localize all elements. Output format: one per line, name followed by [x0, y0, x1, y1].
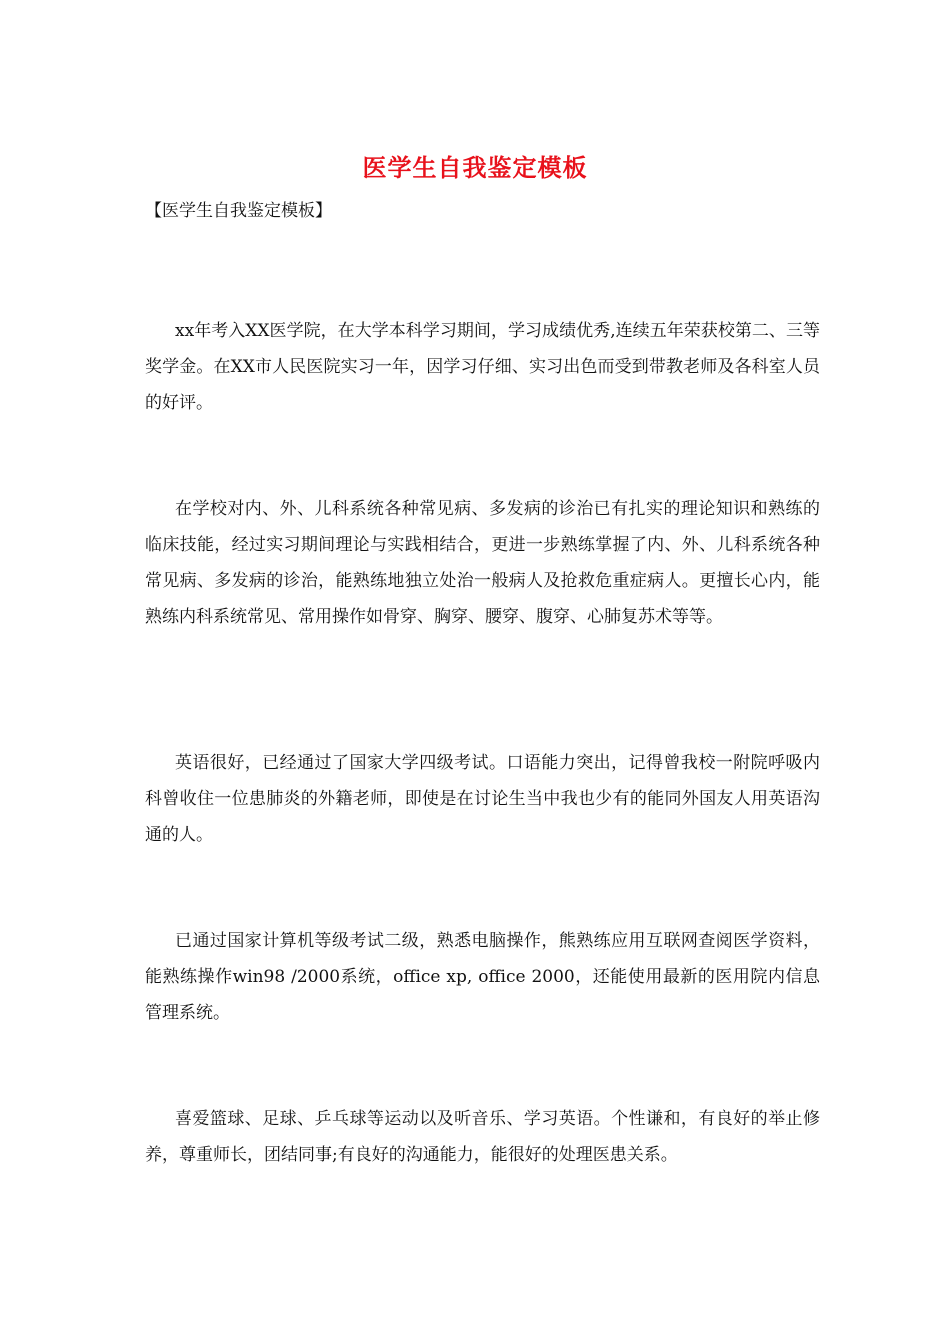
paragraph-english: 英语很好，已经通过了国家大学四级考试。口语能力突出，记得曾我校一附院呼吸内科曾收住一位患肺炎的外籍老师，即使是在讨论生当中我也少有的能同外国友人用英语沟通的人。 — [145, 753, 820, 845]
paragraph-hobbies: 喜爱篮球、足球、乒乓球等运动以及听音乐、学习英语。个性谦和，有良好的举止修养，尊重师长，团结同事;有良好的沟通能力，能很好的处理医患关系。 — [145, 1109, 820, 1165]
document-title: 医学生自我鉴定模板 — [362, 153, 588, 182]
paragraph-computer: 已通过国家计算机等级考试二级，熟悉电脑操作，熊熟练应用互联网查阅医学资料，能熟练操作win98 /2000系统，office xp, office 2000，还能使用最新的医用院内信息管理系统。 — [145, 931, 820, 1023]
document-subtitle: 【医学生自我鉴定模板】 — [145, 201, 332, 221]
paragraph-clinical-skills: 在学校对内、外、儿科系统各种常见病、多发病的诊治已有扎实的理论知识和熟练的临床技能，经过实习期间理论与实践相结合，更进一步熟练掌握了内、外、儿科系统各种常见病、多发病的诊治，能熟练地独立处治一般病人及抢救危重症病人。更擅长心内，能熟练内科系统常见、常用操作如骨穿、胸穿、腰穿、腹穿、心肺复苏术等等。 — [145, 499, 820, 627]
paragraph-education: xx年考入XX医学院，在大学本科学习期间，学习成绩优秀,连续五年荣获校第二、三等奖学金。在XX市人民医院实习一年，因学习仔细、实习出色而受到带教老师及各科室人员的好评。 — [145, 321, 820, 413]
